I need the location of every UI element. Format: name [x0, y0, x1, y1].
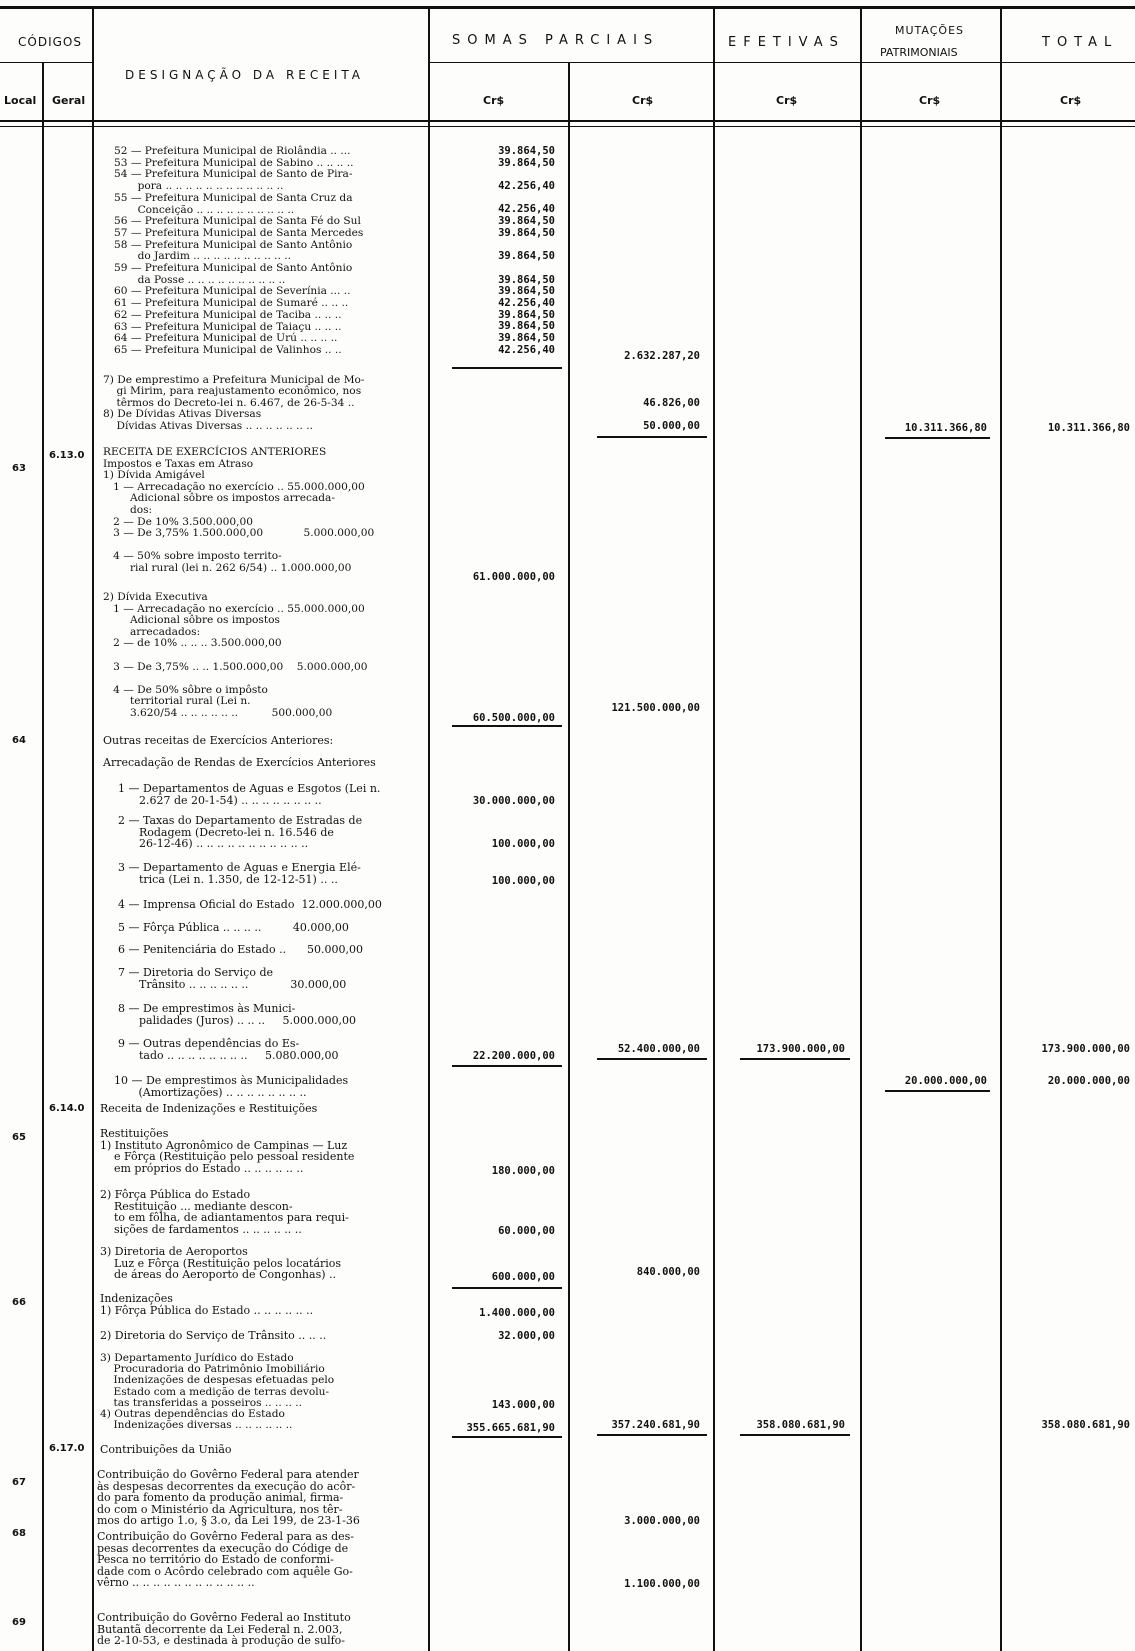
block-outras-receitas: Outras receitas de Exercícios Anteriores:	[103, 734, 334, 747]
col-rule-efetivas	[860, 9, 862, 1651]
block-item-5: 5 — Fôrça Pública .. .. .. .. 40.000,00	[118, 921, 349, 934]
top-rule	[0, 6, 1135, 9]
underline-soma1-c	[452, 1287, 562, 1289]
code-local-68: 68	[12, 1528, 26, 1539]
soma1-indenizacao-4: 355.665.681,90	[466, 1422, 555, 1434]
efetivas-exercicios: 173.900.000,00	[756, 1043, 845, 1055]
underline-efetivas-b	[740, 1434, 850, 1436]
col-rule-somas1	[568, 62, 570, 1651]
block-item-1: 1 — Departamentos de Aguas e Esgotos (Lei n. 2.627 de 20-1-54) .. .. .. .. .. .. .. ..	[118, 782, 381, 807]
header-geral: Geral	[52, 94, 86, 107]
amount: 42.256,40	[498, 343, 555, 356]
code-local-63: 63	[12, 463, 26, 474]
block-departamento-juridico: 3) Departamento Jurídico do Estado Procuradoria do Patrimônio Imobiliário Indenizações de despesas efetuadas pelo Estado com a medição de terras devolu- tas transferidas a posseiros .. .. .. .. 4) Outras dependências do Estado Indenizações diversas .. .. .. .. .. ..	[100, 1352, 335, 1432]
underline-efetivas-a	[740, 1058, 850, 1060]
soma1-divida-executiva: 60.500.000,00	[472, 712, 555, 724]
soma1-restituicao-3: 600.000,00	[491, 1271, 555, 1283]
block-item-10: 10 — De emprestimos às Municipalidades (Amortizações) .. .. .. .. .. .. .. ..	[114, 1074, 349, 1099]
amount: 39.864,50	[498, 320, 555, 333]
header-local: Local	[4, 94, 37, 107]
block-contribuicao-2: Contribuição do Govêrno Federal para as des- pesas decorrentes da execução do Códige de Pesca no território do Estado de conformi- dade com o Acôrdo celebrado com aquêle Go- vêrno .. .. .. .. .. .. .. .. .. .. .. ..	[97, 1530, 355, 1590]
amount: 39.864,50	[498, 285, 555, 298]
block-divida-executiva: 2) Dívida Executiva 1 — Arrecadação no exercício .. 55.000.000,00 Adicional sôbre os impostos arrecadados: 2 — de 10% .. .. .. 3.500.000,00 3 — De 3,75% .. .. 1.500.000,00 5.000.000,00 4 — De 50% sôbre o impôsto territorial rural (Lei n. 3.620/54 .. .. .. .. .. .. 500.000,00	[103, 591, 368, 719]
header-somas-parciais: SOMAS PARCIAIS	[452, 33, 660, 48]
soma1-divida-amigavel: 61.000.000,00	[472, 571, 555, 583]
underline-soma2-b	[597, 1058, 707, 1060]
currency-total: Cr$	[1060, 94, 1082, 107]
underline-soma2-a	[597, 436, 707, 438]
block-indenizacoes: Indenizações 1) Fôrça Pública do Estado .. .. .. .. .. ..	[100, 1292, 314, 1317]
code-geral-6170: 6.17.0	[49, 1443, 85, 1454]
underline-soma1-d	[452, 1436, 562, 1438]
soma1-item-1: 30.000.000,00	[472, 795, 555, 807]
block-item-9: 9 — Outras dependências do Es- tado .. .. .. .. .. .. .. .. 5.080.000,00	[118, 1037, 339, 1062]
soma1-restituicao-1: 180.000,00	[491, 1165, 555, 1177]
block-contribuicoes-uniao: Contribuições da União	[100, 1443, 232, 1456]
amount: 39.864,50	[498, 308, 555, 321]
block-prefeituras: 52 — Prefeitura Municipal de Riolândia .. ... 53 — Prefeitura Municipal de Sabino .. .. .. .. 54 — Prefeitura Municipal de Santo de Pira- pora .. .. .. .. .. .. .. .. .. .. .. .. 55 — Prefeitura Municipal de Santa Cruz da Conceição .. .. .. .. .. .. .. .. .. .. 56 — Prefeitura Municipal de Santa Fé do Sul 57 — Prefeitura Municipal de Santa Mercedes 58 — Prefeitura Municipal de Santo Antônio do Jardim .. .. .. .. .. .. .. .. .. .. 59 — Prefeitura Municipal de Santo Antônio da Posse .. .. .. .. .. .. .. .. .. .. 60 — Prefeitura Municipal de Severínia ... .. 61 — Prefeitura Municipal de Sumaré .. .. .. 62 — Prefeitura Municipal de Taciba .. .. .. 63 — Prefeitura Municipal de Taiaçu .. .. .. 64 — Prefeitura Municipal de Urú .. .. .. .. 65 — Prefeitura Municipal de Valinhos .. ..	[114, 145, 364, 356]
amount: 39.864,50	[498, 215, 555, 228]
currency-somas2: Cr$	[632, 94, 654, 107]
underline-prefeituras	[452, 367, 562, 369]
mutacoes-amortizacoes: 20.000.000,00	[904, 1075, 987, 1087]
amount: 42.256,40	[498, 296, 555, 309]
soma1-indenizacao-1: 1.400.000,00	[479, 1307, 555, 1319]
amount: 39.864,50	[498, 156, 555, 169]
code-local-69: 69	[12, 1617, 26, 1628]
efetivas-indenizacoes: 358.080.681,90	[756, 1419, 845, 1431]
total-dividas: 10.311.366,80	[1047, 422, 1130, 434]
soma2-prefeituras: 2.632.287,20	[624, 350, 700, 362]
soma2-indenizacoes: 357.240.681,90	[611, 1419, 700, 1431]
soma2-emprestimo: 46.826,00	[643, 397, 700, 409]
block-aeroportos: 3) Diretoria de Aeroportos Luz e Fôrça (Restituição pelos locatários de áreas do Aeroporto de Congonhas) ..	[100, 1245, 342, 1282]
underline-mutacoes-b	[885, 1090, 990, 1092]
mutacoes-dividas: 10.311.366,80	[904, 422, 987, 434]
soma2-exercicios: 121.500.000,00	[611, 702, 700, 714]
soma1-item-3: 100.000,00	[491, 875, 555, 887]
amount: 42.256,40	[498, 203, 555, 216]
total-indenizacoes: 358.080.681,90	[1041, 1419, 1130, 1431]
block-item-4: 4 — Imprensa Oficial do Estado 12.000.000,00	[118, 898, 382, 911]
amount: 39.864,50	[498, 273, 555, 286]
prefeitura-amounts	[470, 146, 555, 356]
block-item-2: 2 — Taxas do Departamento de Estradas de Rodagem (Decreto-lei n. 16.546 de 26-12-46) .. .. .. .. .. .. .. .. .. .. ..	[118, 814, 363, 851]
block-arrecadacao-rendas: Arrecadação de Rendas de Exercícios Anteriores	[103, 756, 376, 769]
block-item-7: 7 — Diretoria do Serviço de Trânsito .. .. .. .. .. .. 30.000,00	[118, 966, 347, 991]
currency-mutacoes: Cr$	[919, 94, 941, 107]
header-mid-rule	[0, 62, 92, 63]
header-designacao: DESIGNAÇÃO DA RECEITA	[125, 68, 364, 82]
soma1-item-9: 22.200.000,00	[472, 1050, 555, 1062]
col-rule-designacao	[428, 9, 430, 1651]
header-efetivas: EFETIVAS	[728, 35, 845, 50]
header-mutacoes-1: MUTAÇÕES	[895, 24, 965, 37]
underline-soma2-c	[597, 1434, 707, 1436]
block-forca-publica: 2) Fôrça Pública do Estado Restituição ... mediante descon- to em fôlha, de adiantamentos para requi- sições de fardamentos .. .. .. .. .. ..	[100, 1188, 349, 1236]
header-mutacoes-2: PATRIMONIAIS	[880, 46, 958, 59]
soma2-contribuicao-2: 1.100.000,00	[624, 1578, 700, 1590]
amount: 39.864,50	[498, 332, 555, 344]
soma1-restituicao-2: 60.000,00	[498, 1225, 555, 1237]
amount	[470, 263, 555, 275]
underline-soma1-a	[452, 725, 562, 727]
block-contribuicao-3: Contribuição do Govêrno Federal ao Instituto Butantã decorrente da Lei Federal n. 2.003, de 2-10-53, e destinada à produção de sulfo-	[97, 1611, 351, 1648]
code-geral-6140: 6.14.0	[49, 1103, 85, 1114]
code-geral-6130: 6.13.0	[49, 450, 85, 461]
code-local-65: 65	[12, 1132, 26, 1143]
currency-somas1: Cr$	[483, 94, 505, 107]
block-item-3: 3 — Departamento de Aguas e Energia Elé- trica (Lei n. 1.350, de 12-12-51) .. ..	[118, 861, 361, 886]
code-local-64: 64	[12, 735, 26, 746]
soma2-dividas: 50.000,00	[643, 420, 700, 432]
col-rule-local	[42, 62, 44, 1651]
header-total: TOTAL	[1042, 35, 1119, 50]
soma1-indenizacao-2: 32.000,00	[498, 1330, 555, 1342]
block-restituicoes: Restituições 1) Instituto Agronômico de Campinas — Luz e Fôrça (Restituição pelo pessoal residente em próprios do Estado .. .. .. .. .. ..	[100, 1127, 355, 1175]
underline-mutacoes-a	[885, 437, 990, 439]
header-codigos: CÓDIGOS	[18, 35, 82, 49]
soma1-item-2: 100.000,00	[491, 838, 555, 850]
amount: 39.864,50	[498, 145, 555, 157]
total-amortizacoes: 20.000.000,00	[1047, 1075, 1130, 1087]
block-indenizacoes-title: Receita de Indenizações e Restituições	[100, 1102, 318, 1115]
header-mid-rule-2	[428, 62, 1135, 63]
code-local-66: 66	[12, 1297, 26, 1308]
amount: 39.864,50	[498, 250, 555, 263]
soma1-indenizacao-3: 143.000,00	[491, 1399, 555, 1411]
block-exercicios-anteriores: RECEITA DE EXERCÍCIOS ANTERIORES Impostos e Taxas em Atraso 1) Dívida Amigável 1 — Arrecadação no exercício .. 55.000.000,00 Adicional sôbre os impostos arrecada- dos: 2 — De 10% 3.500.000,00 3 — De 3,75% 1.500.000,00 5.000.000,00 4 — 50% sobre imposto territo- rial rural (lei n. 262 6/54) .. 1.000.000,00	[103, 446, 375, 574]
underline-soma1-b	[452, 1065, 562, 1067]
block-contribuicao-1: Contribuição do Govêrno Federal para atender às despesas decorrentes da execução do acôr- do para fomento da produção animal, firma- do com o Ministério da Agricultura, nos têr- mos do artigo 1.o, § 3.o, da Lei 199, de 23-1-36	[97, 1468, 360, 1528]
col-rule-somas2	[713, 9, 715, 1651]
soma2-restituicoes: 840.000,00	[636, 1266, 700, 1278]
code-local-67: 67	[12, 1477, 26, 1488]
block-item-8: 8 — De emprestimos às Munici- palidades (Juros) .. .. .. 5.000.000,00	[118, 1002, 356, 1027]
col-rule-mutacoes	[1000, 9, 1002, 1651]
total-exercicios: 173.900.000,00	[1041, 1043, 1130, 1055]
col-rule-geral	[92, 9, 94, 1651]
amount: 42.256,40	[498, 180, 555, 193]
block-emprestimo: 7) De emprestimo a Prefeitura Municipal de Mo- gi Mirim, para reajustamento econômico, nos têrmos do Decreto-lei n. 6.467, de 26-5-34 .. 8) De Dívidas Ativas Diversas Dívidas Ativas Diversas .. .. .. .. .. .. ..	[103, 374, 365, 432]
amount: 39.864,50	[498, 226, 555, 239]
soma2-contribuicao-1: 3.000.000,00	[624, 1515, 700, 1527]
block-diretoria-transito: 2) Diretoria do Serviço de Trânsito .. .. ..	[100, 1329, 327, 1342]
soma2-outras: 52.400.000,00	[617, 1043, 700, 1055]
currency-efetivas: Cr$	[776, 94, 798, 107]
block-item-6: 6 — Penitenciária do Estado .. 50.000,00	[118, 943, 364, 956]
